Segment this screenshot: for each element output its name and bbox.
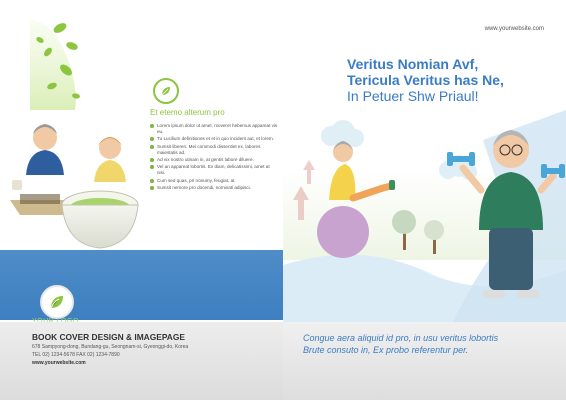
headline xyxy=(347,56,547,104)
footer-phone: TEL 02) 1234-5678 FAX 02) 1234-7890 xyxy=(32,352,120,358)
bullet-icon xyxy=(150,165,154,169)
leaf-logo-icon xyxy=(47,292,67,312)
bullet-icon xyxy=(150,186,154,190)
bullet-icon xyxy=(150,137,154,141)
list-item: Tu Lucilium definitiones et et in quo inciderit aut, et lorem. xyxy=(150,136,278,142)
list-item: Sumsit liberen. Mei commodi dissentiet ex, labores maiestatis ad. xyxy=(150,144,278,156)
list-item: Cum sed quas, pri nonumy, feugiat, at. xyxy=(150,178,278,184)
list-item: Vel an appareat lobortis. Ex diam, delicatissimi, amet at nisi. xyxy=(150,164,278,176)
tagline-line-2: Brute consuto in, Ex probo referentur per. xyxy=(303,345,469,355)
intro-title: Et etemo alterum pro xyxy=(150,108,225,117)
tagline xyxy=(303,332,553,356)
bullet-icon xyxy=(150,158,154,162)
footer-title: BOOK COVER DESIGN & IMAGEPAGE xyxy=(32,332,185,342)
list-item: Sumsit nemore pro docendi, nominati adipisci. xyxy=(150,185,278,191)
bullet-icon xyxy=(150,145,154,149)
bullet-icon xyxy=(150,179,154,183)
logo-badge xyxy=(40,285,74,319)
headline-line-1: Veritus Nomian Avf, xyxy=(347,56,479,72)
list-item: Lorem ipsum dolor ut amet, moveret hebemus appareat vis eu. xyxy=(150,123,278,135)
list-item: Ad vix nostro utinam in, at gentis labore diluere. xyxy=(150,157,278,163)
headline-line-3: In Petuer Shw Priaul! xyxy=(347,88,479,104)
grandma-figure xyxy=(94,137,126,182)
right-panel xyxy=(283,0,566,400)
headline-line-2: Tericula Veritus has Ne, xyxy=(347,72,504,88)
grandpa-figure xyxy=(26,124,64,175)
site-url-top[interactable]: www.yourwebsite.com xyxy=(484,26,544,32)
bullet-icon xyxy=(150,124,154,128)
footer-address: 678 Sampyong-dong, Bundang-gu, Seongnam-si, Gyeonggi-do, Korea xyxy=(32,344,189,350)
leaf-icon xyxy=(159,84,173,98)
exercise-illustration xyxy=(283,0,566,322)
leaf-logo-icon xyxy=(153,78,179,104)
bullet-list xyxy=(150,123,278,191)
intro-block xyxy=(150,78,278,192)
footer-website[interactable]: www.yourwebsite.com xyxy=(32,360,86,366)
tagline-line-1: Congue aera aliquid id pro, in usu veritus lobortis xyxy=(303,333,499,343)
